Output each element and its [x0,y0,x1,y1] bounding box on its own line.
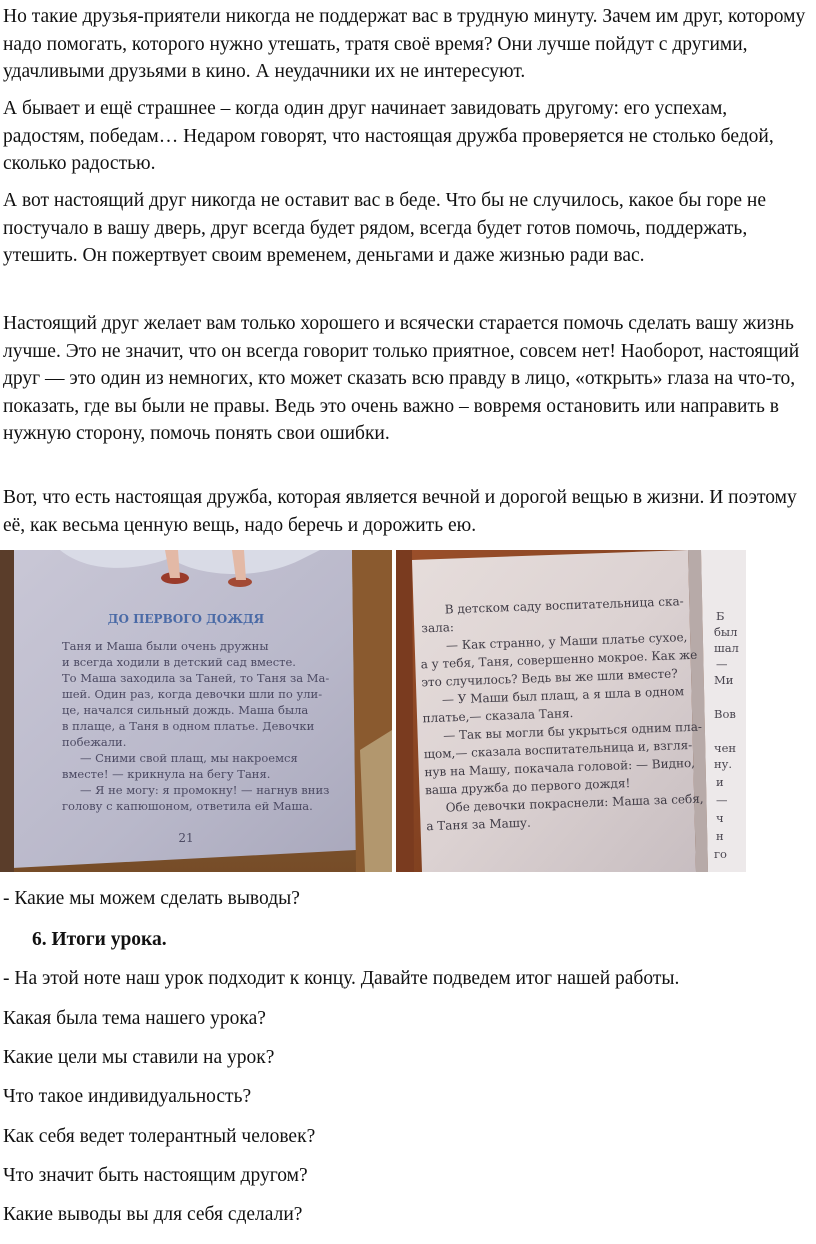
paragraph-4: Настоящий друг желает вам только хорошего и всячески старается помочь сделать вашу жизнь лучше. Это не значит, что он всегда говорит только приятное, совсем нет! Наоборот, настоящий друг — это один из немногих, кто может сказать всю правду в лицо, «открыть» глаза на что-то, показать, где вы были не правы. Ведь это очень важно – вовремя остановить или направить в нужную сторону, помочь понять свои ошибки. [3,313,800,444]
svg-text:В детском саду воспитательница: В детском саду воспитательница ска- [444,594,684,617]
svg-text:а у тебя, Таня, совершенно мок: а у тебя, Таня, совершенно мокрое. Как же [420,647,698,672]
svg-text:ваша дружба до первого дождя!: ваша дружба до первого дождя! [424,776,631,798]
svg-text:го: го [714,847,727,861]
svg-text:а Таня за Машу.: а Таня за Машу. [426,815,532,834]
svg-text:вместе! — крикнула на бегу Тан: вместе! — крикнула на бегу Таня. [62,767,271,781]
svg-text:шал: шал [714,641,739,655]
paragraph-2: А бывает и ещё страшнее – когда один друг начинает завидовать другому: его успехам, радостям, победам… Недаром говорят, что настоящая дружба проверяется не столько бедой, сколько радостью. [3,98,774,174]
svg-text:— Сними свой плащ, мы накроемс: — Сними свой плащ, мы накроемся [80,751,298,765]
svg-text:То Маша заходила за Таней, то: То Маша заходила за Таней, то Таня за Ма- [62,671,330,685]
svg-text:щом,— сказала воспитательница: щом,— сказала воспитательница и, взгля- [423,737,693,762]
closing-line-1: - На этой ноте наш урок подходит к концу. Давайте подведем итог нашей работы. [3,968,680,989]
svg-text:Ми: Ми [714,673,734,687]
closing-line-3: Какие цели мы ставили на урок? [3,1047,275,1068]
svg-text:ну.: ну. [714,757,733,771]
svg-text:— У Маши был плащ, а я шла в о: — У Маши был плащ, а я шла в одном [441,684,685,707]
svg-text:голову с капюшоном, ответила е: голову с капюшоном, ответила ей Маша. [62,799,313,813]
svg-text:это случилось? Ведь вы же шли: это случилось? Ведь вы же шли вместе? [421,666,678,690]
svg-text:нув на Машу, покачала головой:: нув на Машу, покачала головой: — Видно, [424,755,696,780]
svg-text:— Так вы могли бы укрыться одн: — Так вы могли бы укрыться одним пла- [442,719,703,743]
svg-text:Обе девочки покраснели: Маша з: Обе девочки покраснели: Маша за себя, [445,791,704,815]
paragraph-1: Но такие друзья-приятели никогда не поддержат вас в трудную минуту. Зачем им друг, которому надо помогать, которого нужно утешать, тратя своё время? Они лучше пойдут с другими, удачливыми друзьями в кино. А неудачники их не интересуют. [3,6,806,82]
question-text: - Какие мы можем сделать выводы? [3,888,300,909]
svg-text:побежали.: побежали. [62,735,127,749]
svg-text:шей. Один раз, когда девочки ш: шей. Один раз, когда девочки шли по ули- [62,687,323,701]
paragraph-3: А вот настоящий друг никогда не оставит вас в беде. Что бы не случилось, какое бы горе не постучало в вашу дверь, друг всегда будет рядом, всегда будет готов помочь, поддержать, утешить. Он пожертвует своим временем, деньгами и даже жизнью ради вас. [3,190,767,266]
svg-text:и всегда ходили в детский сад: и всегда ходили в детский сад вместе. [62,655,296,669]
svg-text:— Как странно, у Маши платье с: — Как странно, у Маши платье сухое, [445,630,688,653]
section-heading: 6. Итоги урока. [32,929,167,950]
book-photos [0,550,816,872]
svg-text:— Я не могу: я промокну! — наг: — Я не могу: я промокну! — нагнув вниз [80,783,330,797]
page-number: 21 [178,831,194,845]
svg-text:чен: чен [714,741,737,755]
svg-text:—: — [716,657,728,671]
svg-text:и: и [716,775,724,789]
svg-text:платье,— сказала Таня.: платье,— сказала Таня. [422,706,574,726]
book-photo-right [396,550,746,872]
closing-line-5: Как себя ведет толерантный человек? [3,1126,316,1147]
svg-text:был: был [714,625,738,639]
closing-line-6: Что значит быть настоящим другом? [3,1165,308,1186]
svg-text:Таня и Маша были очень дружны: Таня и Маша были очень дружны [62,639,269,653]
svg-text:в плаще, а Таня в одном платье: в плаще, а Таня в одном платье. Девочки [62,719,315,733]
closing-line-4: Что такое индивидуальность? [3,1086,252,1107]
svg-text:це, начался сильный дождь. Маш: це, начался сильный дождь. Маша была [62,703,309,717]
book-photo-left [0,550,392,872]
left-page-text [62,639,329,813]
closing-line-2: Какая была тема нашего урока? [3,1008,266,1029]
story-title: ДО ПЕРВОГО ДОЖДЯ [107,612,265,626]
svg-text:Б: Б [716,609,725,623]
svg-text:ч: ч [716,811,724,825]
paragraph-5: Вот, что есть настоящая дружба, которая является вечной и дорогой вещью в жизни. И поэтому её, как весьма ценную вещь, надо беречь и дорожить ею. [3,487,797,536]
svg-text:н: н [716,829,724,843]
closing-line-7: Какие выводы вы для себя сделали? [3,1204,303,1225]
svg-text:—: — [716,793,728,807]
svg-text:зала:: зала: [421,620,455,636]
svg-text:Вов: Вов [714,707,736,721]
